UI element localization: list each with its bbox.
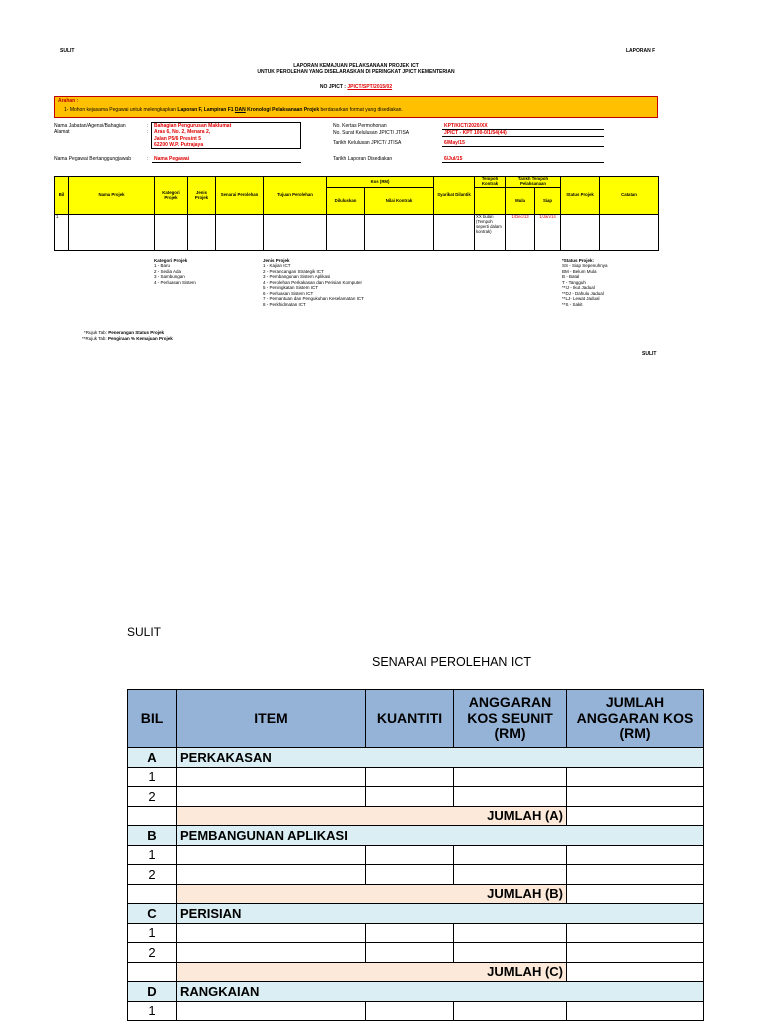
row-kategori xyxy=(155,215,188,251)
legend-jenis-item: 3 - Pembangunan Sistem Aplikasi xyxy=(263,274,331,280)
item-number: 2 xyxy=(128,865,177,885)
row-siap: 1/Jan/14 xyxy=(535,215,561,251)
arahan-text-part2: berdasarkan format yang disediakan. xyxy=(319,107,403,113)
value-surat: JPICT - KPT 100-0/1/54(44) xyxy=(444,130,507,136)
th-nilai-kontrak: Nilai Kontrak xyxy=(365,188,434,215)
anggaran-cell[interactable] xyxy=(454,865,567,885)
th-tujuan: Tujuan Perolehan xyxy=(264,177,327,215)
legend-jenis-item: 7 - Pemantuan dan Pengukuhan Keselamatan ICT xyxy=(263,296,364,302)
row-bil: 1 xyxy=(55,215,69,251)
section-letter: D xyxy=(128,982,177,1002)
sum-blank xyxy=(128,884,177,904)
tarikh-laporan-underline xyxy=(442,162,604,163)
jumlah-cell[interactable] xyxy=(567,1001,704,1021)
label-tarikh-kelulusan: Tarikh Kelulusan JPICT/ JTISA xyxy=(333,140,402,146)
th2-anggaran: ANGGARAN KOS SEUNIT (RM) xyxy=(454,690,567,748)
legend-status-item: **IJ - Ikut Jadual xyxy=(562,285,595,291)
legend-kategori xyxy=(154,258,196,285)
jumlah-cell[interactable] xyxy=(567,787,704,807)
legend-kategori-item: 2 - Sedia Ada xyxy=(154,268,182,274)
arahan-text xyxy=(58,107,654,113)
jumlah-cell[interactable] xyxy=(567,923,704,943)
page2-sulit: SULIT xyxy=(127,625,162,639)
th-kategori: Kategori Projek xyxy=(155,177,188,215)
sum-value-cell[interactable] xyxy=(567,962,704,982)
item-cell[interactable] xyxy=(177,923,366,943)
arahan-text-dan: DAN xyxy=(234,107,246,113)
legend-status-item: **LJ- Lewat Jadual xyxy=(562,296,600,302)
kuantiti-cell[interactable] xyxy=(366,943,454,963)
sum-label: JUMLAH (C) xyxy=(177,962,567,982)
sum-value-cell[interactable] xyxy=(567,806,704,826)
page2-title: SENARAI PEROLEHAN ICT xyxy=(372,655,532,669)
th-jenis: Jenis Projek xyxy=(188,177,216,215)
no-jpict-value: JPICT/SPT/2015/02 xyxy=(347,84,393,90)
item-cell[interactable] xyxy=(177,943,366,963)
item-number: 1 xyxy=(128,767,177,787)
label-kertas: No. Kertas Permohonan xyxy=(333,123,387,129)
legend-jenis-item: 4 - Perolehan Perkakasan dan Perisian Komputer xyxy=(263,279,363,285)
rujuk-1-prefix: *Rujuk Tab: xyxy=(84,330,109,335)
value-tarikh-laporan: 6/Jul/15 xyxy=(444,156,463,162)
jumlah-cell[interactable] xyxy=(567,845,704,865)
sum-blank xyxy=(128,962,177,982)
legend-status-item: **DJ - Dahulu Jadual xyxy=(562,290,604,296)
legend-kategori-item: 3 - Sambungan xyxy=(154,274,185,280)
arahan-text-bold1: Laporan F, Lampiran F1 xyxy=(177,107,235,113)
legend-status-item: T - Tangguh xyxy=(562,279,586,285)
legend-status-item: SS - Siap Sepenuhnya xyxy=(562,263,608,269)
legend-jenis-title: Jenis Projek xyxy=(263,258,290,263)
anggaran-cell[interactable] xyxy=(454,787,567,807)
jumlah-cell[interactable] xyxy=(567,767,704,787)
kuantiti-cell[interactable] xyxy=(366,1001,454,1021)
arahan-title: Arahan : xyxy=(58,98,79,104)
th-status: Status Projek xyxy=(561,177,600,215)
item-number: 2 xyxy=(128,943,177,963)
sum-label: JUMLAH (A) xyxy=(177,806,567,826)
kuantiti-cell[interactable] xyxy=(366,787,454,807)
colon-3: : xyxy=(147,156,149,162)
item-cell[interactable] xyxy=(177,1001,366,1021)
anggaran-cell[interactable] xyxy=(454,943,567,963)
legend-kategori-title: Kategori Projek xyxy=(154,258,188,263)
sum-blank xyxy=(128,806,177,826)
row-diluluskan xyxy=(327,215,365,251)
no-jpict-label: NO JPICT : xyxy=(319,84,348,90)
legend-status-title: *Status Projek: xyxy=(562,258,595,263)
kuantiti-cell[interactable] xyxy=(366,865,454,885)
jumlah-cell[interactable] xyxy=(567,943,704,963)
th-nama-projek: Nama Projek xyxy=(69,177,155,215)
item-cell[interactable] xyxy=(177,845,366,865)
item-cell[interactable] xyxy=(177,767,366,787)
sulit-top-left: SULIT xyxy=(60,48,75,54)
row-status xyxy=(561,215,600,251)
kuantiti-cell[interactable] xyxy=(366,845,454,865)
surat-underline xyxy=(442,136,604,137)
arahan-text-part1: 1- Mohon kejasama Pegawai untuk melengkapkan xyxy=(64,107,178,113)
report-title-1: LAPORAN KEMAJUAN PELAKSANAAN PROJEK ICT xyxy=(293,63,419,69)
legend-jenis-item: 5 - Peningkatan Sistem ICT xyxy=(263,285,319,291)
rujuk-note-1 xyxy=(84,330,164,335)
rujuk-2-bold: Pengiraan % Kemajuan Projek xyxy=(107,336,173,341)
colon-1: : xyxy=(147,123,149,129)
th-kos: Kos (RM) xyxy=(327,177,434,188)
legend-status-item: **S - Sakit xyxy=(562,301,583,307)
tarikh-kelulusan-underline xyxy=(442,146,604,147)
arahan-text-bold2: Kronologi Pelaksanaan Projek xyxy=(245,107,320,113)
legend-status-item: B - Batal xyxy=(562,274,580,280)
rujuk-note-2 xyxy=(82,336,173,341)
value-kertas: KPT/KICT/2020/XX xyxy=(444,123,488,129)
report-title-2: UNTUK PEROLEHAN YANG DISELARASKAN DI PERINGKAT JPICT KEMENTERIAN xyxy=(257,69,455,75)
senarai-table xyxy=(127,689,704,1021)
rujuk-2-prefix: **Rujuk Tab: xyxy=(82,336,108,341)
project-table xyxy=(54,176,659,251)
value-tarikh-kelulusan: 6/May/15 xyxy=(444,140,465,146)
row-tempoh: XX bulan (Tempoh seperti dalam kontrak) xyxy=(475,215,506,251)
label-nama-jabatan: Nama Jabatan/Agensi/Bahagian xyxy=(54,123,126,129)
th-tarikh-tempoh: Tarikh Tempoh Pelaksanaan xyxy=(506,177,561,188)
anggaran-cell[interactable] xyxy=(454,767,567,787)
th2-bil: BIL xyxy=(128,690,177,748)
address-line-4: 62200 W.P. Putrajaya xyxy=(154,141,204,148)
legend-jenis-item: 2 - Perancangan Strategik ICT xyxy=(263,268,324,274)
th2-jumlah: JUMLAH ANGGARAN KOS (RM) xyxy=(567,690,704,748)
section-name: PERISIAN xyxy=(177,904,704,924)
item-number: 1 xyxy=(128,1001,177,1021)
label-pegawai: Nama Pegawai Bertanggungjawab xyxy=(54,156,131,162)
item-cell[interactable] xyxy=(177,787,366,807)
section-letter: C xyxy=(128,904,177,924)
value-pegawai: Nama Pegawai xyxy=(154,156,190,162)
jumlah-cell[interactable] xyxy=(567,865,704,885)
label-alamat: Alamat xyxy=(54,129,70,135)
item-cell[interactable] xyxy=(177,865,366,885)
rujuk-1-bold: Penerangan Status Projek xyxy=(108,330,164,335)
th-mula: Mula xyxy=(506,188,535,215)
th-catatan: Catatan xyxy=(600,177,659,215)
address-box xyxy=(151,122,301,149)
legend-kategori-item: 1 - Baru xyxy=(154,263,171,269)
legend-status xyxy=(562,258,608,307)
sum-value-cell[interactable] xyxy=(567,884,704,904)
section-letter: B xyxy=(128,826,177,846)
th2-kuantiti: KUANTITI xyxy=(366,690,454,748)
arahan-box xyxy=(54,96,658,118)
item-number: 1 xyxy=(128,845,177,865)
row-mula: 1/Dec/13 xyxy=(506,215,535,251)
row-catatan xyxy=(600,215,659,251)
row-nilai xyxy=(365,215,434,251)
anggaran-cell[interactable] xyxy=(454,1001,567,1021)
th-diluluskan: Diluluskan xyxy=(327,188,365,215)
row-jenis xyxy=(188,215,216,251)
legend-jenis-item: 1 - Kajian ICT xyxy=(263,263,291,269)
item-number: 1 xyxy=(128,923,177,943)
row-tujuan xyxy=(264,215,327,251)
address-line-2: Aras 6, No. 2, Menara 2, xyxy=(154,129,211,136)
legend-status-item: BM - Belum Mula xyxy=(562,268,597,274)
section-letter: A xyxy=(128,748,177,768)
row-nama xyxy=(69,215,155,251)
address-line-1: Bahagian Pengurusan Maklumat xyxy=(154,123,232,129)
no-jpict xyxy=(54,84,658,90)
th-syarikat: Syarikat Dilantik xyxy=(434,177,475,215)
legend-jenis xyxy=(263,258,364,307)
th-tempoh-blank xyxy=(475,188,506,215)
colon-2: : xyxy=(147,129,149,135)
anggaran-cell[interactable] xyxy=(454,923,567,943)
kuantiti-cell[interactable] xyxy=(366,923,454,943)
row-syarikat xyxy=(434,215,475,251)
th-siap: Siap xyxy=(535,188,561,215)
pegawai-underline xyxy=(152,162,301,163)
kuantiti-cell[interactable] xyxy=(366,767,454,787)
laporan-f-label: LAPORAN F xyxy=(626,48,656,54)
address-line-3: Jalan P5/6 Presint 5 xyxy=(154,135,201,142)
label-surat: No. Surat Kelulusan JPICT/ JTISA xyxy=(333,130,410,136)
section-name: PEMBANGUNAN APLIKASI xyxy=(177,826,704,846)
th2-item: ITEM xyxy=(177,690,366,748)
row-senarai xyxy=(216,215,264,251)
legend-kategori-item: 4 - Perluasan Sistem xyxy=(154,279,196,285)
section-name: RANGKAIAN xyxy=(177,982,704,1002)
label-tarikh-laporan: Tarikh Laporan Disediakan xyxy=(333,156,393,162)
item-number: 2 xyxy=(128,787,177,807)
th-bil: Bil xyxy=(55,177,69,215)
anggaran-cell[interactable] xyxy=(454,845,567,865)
th-senarai: Senarai Perolehan xyxy=(216,177,264,215)
section-name: PERKAKASAN xyxy=(177,748,704,768)
legend-jenis-item: 8 - Perkhidmatan ICT xyxy=(263,301,306,307)
th-tempoh: Tempoh Kontrak xyxy=(475,177,506,188)
legend-jenis-item: 6 - Perluasan Sistem ICT xyxy=(263,290,314,296)
sulit-bottom-right: SULIT xyxy=(642,351,657,357)
sum-label: JUMLAH (B) xyxy=(177,884,567,904)
